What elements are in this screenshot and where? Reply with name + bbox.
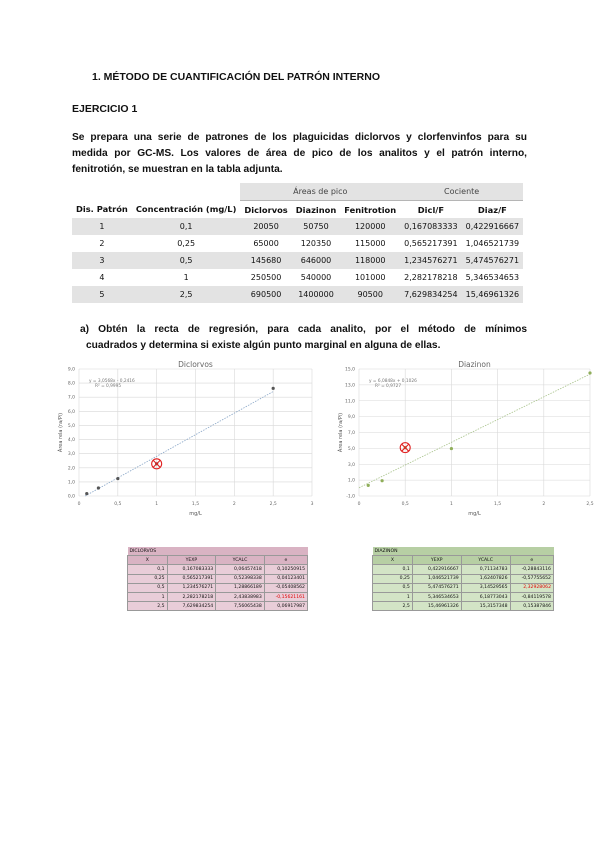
- data-point: [97, 486, 100, 489]
- x-tick-label: 0,5: [401, 502, 409, 507]
- table-cell: 0,422916667: [465, 222, 520, 231]
- y-tick-label: 0,0: [67, 494, 75, 500]
- residual-cell: -0,84119578: [510, 592, 553, 601]
- table-cell: 115000: [354, 239, 386, 248]
- trendline: [85, 392, 273, 496]
- residual-row: [128, 592, 308, 601]
- x-tick-label: 0: [357, 502, 361, 507]
- data-table: [72, 183, 523, 303]
- y-tick-label: 8,0: [67, 381, 75, 387]
- y-tick-label: 7,0: [67, 395, 75, 401]
- table-cell: 646000: [300, 256, 332, 265]
- y-tick-label: 1,0: [347, 478, 355, 484]
- data-point: [450, 447, 453, 450]
- trendline: [359, 374, 590, 488]
- question-a-line-2: cuadrados y determina si existe algún punto marginal en alguna de ellas.: [86, 340, 441, 351]
- table-cell: 145680: [250, 256, 282, 265]
- table-cell: 1: [183, 273, 189, 282]
- table-cell: 0,167083333: [404, 222, 458, 231]
- intro-line-3: fenitrotión, se muestran en la tabla adjunta.: [72, 164, 283, 175]
- residual-row: [128, 583, 308, 592]
- y-tick-label: 6,0: [67, 409, 75, 415]
- table-cell: 4: [99, 273, 105, 282]
- diazinon-residual-table: [372, 547, 554, 611]
- x-tick-label: 1,5: [494, 502, 502, 507]
- residual-cell: 0,52398338: [216, 574, 265, 583]
- intro-line-1: Se prepara una serie de patrones de los plaguicidas diclorvos y clorfenvinfos para su: [72, 132, 527, 143]
- table-cell: 1,046521739: [465, 239, 520, 248]
- table-row: [72, 286, 523, 303]
- y-tick-label: 1,0: [67, 480, 75, 486]
- y-tick-label: -1,0: [346, 494, 355, 500]
- x-tick-label: 1: [155, 502, 159, 507]
- table-cell: 5,474576271: [465, 256, 520, 265]
- table-cell: 540000: [300, 273, 332, 282]
- residual-cell: -0,28843116: [510, 565, 553, 574]
- residual-cell: 0,5: [128, 583, 168, 592]
- y-axis-label: Área rela (ra/Pi): [58, 412, 64, 453]
- table-row: [72, 218, 523, 235]
- table-row: [72, 235, 523, 252]
- y-axis-label: Área rela (ra/Pi): [338, 412, 344, 453]
- r2-label: R² = 0,9727: [375, 384, 402, 389]
- data-point: [272, 387, 275, 390]
- residual-cell: 1: [128, 592, 168, 601]
- table-cell: 1: [99, 222, 105, 231]
- x-axis-label: mg/L: [189, 511, 202, 517]
- x-tick-label: 1: [449, 502, 453, 507]
- x-tick-label: 0,5: [114, 502, 122, 507]
- x-tick-label: 1,5: [191, 502, 200, 507]
- residual-row: [373, 592, 554, 601]
- table-cell: 250500: [250, 273, 282, 282]
- residual-cell: 1,28866189: [216, 583, 265, 592]
- table-cell: 1,234576271: [404, 256, 458, 265]
- residual-cell: 0,25: [128, 574, 168, 583]
- residual-cell: 0,15387846: [510, 602, 553, 611]
- residual-header: YCALC: [461, 556, 510, 565]
- x-tick-label: 2: [232, 502, 236, 507]
- y-tick-label: 9,0: [347, 415, 355, 421]
- group-header-ratio: Cociente: [400, 183, 523, 201]
- y-tick-label: 5,0: [347, 446, 355, 452]
- intro-line-2: medida por GC-MS. Los valores de área de pico de los analitos y el patrón interno,: [72, 148, 527, 159]
- table-cell: 5: [99, 290, 105, 299]
- equation-label: y = 3,0568x - 0,2416: [89, 379, 135, 384]
- residual-cell: 0,06917987: [264, 602, 307, 611]
- header-dicl-f: Dicl/F: [417, 204, 444, 215]
- residual-cell: 2,32928062: [510, 583, 553, 592]
- residual-cell: 2,5: [128, 602, 168, 611]
- residual-cell: 0,25: [373, 574, 413, 583]
- table-row: [72, 269, 523, 286]
- table-cell: 0,5: [179, 256, 193, 265]
- residual-cell: 0,04123401: [264, 574, 307, 583]
- x-tick-label: 0: [77, 502, 81, 507]
- diclorvos-chart: [55, 355, 320, 520]
- residual-cell: 15,3157348: [461, 602, 510, 611]
- y-tick-label: 7,0: [347, 431, 355, 436]
- residual-header: YCALC: [216, 556, 265, 565]
- residual-header: e: [264, 556, 307, 565]
- residual-cell: 7,629834254: [167, 602, 216, 611]
- residual-cell: 1,62407826: [461, 574, 510, 583]
- data-point: [85, 492, 88, 495]
- residual-cell: -0,57755652: [510, 574, 553, 583]
- diclorvos-residual-table: [127, 547, 308, 611]
- table-cell: 50750: [303, 222, 329, 231]
- header-dis-patron: Dis. Patrón: [76, 204, 128, 215]
- table-cell: 20050: [253, 222, 279, 231]
- chart-title: Diclorvos: [178, 360, 213, 369]
- residual-cell: 0,422916667: [412, 565, 461, 574]
- data-point: [381, 479, 384, 482]
- data-point: [367, 484, 370, 487]
- residual-cell: 2,282178218: [167, 592, 216, 601]
- table-cell: 101000: [354, 273, 386, 282]
- residual-row: [373, 583, 554, 592]
- header-diclorvos: Diclorvos: [244, 204, 288, 215]
- table-cell: 0,1: [179, 222, 193, 231]
- y-tick-label: 13,0: [344, 383, 355, 389]
- data-point: [116, 477, 119, 480]
- equation-label: y = 6,0848x + 0,1026: [369, 379, 417, 384]
- table-cell: 3: [99, 256, 105, 265]
- header-concentracion: Concentración (mg/L): [135, 204, 237, 215]
- table-cell: 120000: [354, 222, 386, 231]
- residual-table-title: DICLORVOS: [128, 547, 308, 556]
- residual-row: [373, 602, 554, 611]
- residual-cell: 0,71134783: [461, 565, 510, 574]
- residual-cell: 0,5: [373, 583, 413, 592]
- residual-cell: 0,1: [128, 565, 168, 574]
- r2-label: R² = 0,9995: [95, 384, 122, 389]
- group-header-areas: Áreas de pico: [240, 183, 400, 201]
- residual-cell: 6,18773043: [461, 592, 510, 601]
- table-cell: 690500: [250, 290, 282, 299]
- residual-cell: 1,234576271: [167, 583, 216, 592]
- residual-header: e: [510, 556, 553, 565]
- residual-header: YEXP: [167, 556, 216, 565]
- residual-header: X: [128, 556, 168, 565]
- residual-row: [128, 574, 308, 583]
- chart-title: Diazinon: [458, 360, 491, 369]
- data-point: [588, 371, 591, 374]
- y-tick-label: 4,0: [67, 438, 75, 444]
- table-cell: 7,629834254: [404, 290, 458, 299]
- exercise-title: EJERCICIO 1: [72, 103, 138, 115]
- residual-row: [373, 565, 554, 574]
- residual-row: [128, 602, 308, 611]
- residual-cell: 0,167083333: [167, 565, 216, 574]
- table-cell: 120350: [300, 239, 332, 248]
- residual-cell: 0,565217391: [167, 574, 216, 583]
- residual-cell: 5,346534653: [412, 592, 461, 601]
- table-cell: 2: [99, 239, 105, 248]
- residual-table-title: DIAZINON: [373, 547, 554, 556]
- x-tick-label: 3: [310, 502, 314, 507]
- table-cell: 15,46961326: [465, 290, 520, 299]
- header-diazinon: Diazinon: [295, 204, 337, 215]
- y-tick-label: 5,0: [67, 423, 75, 429]
- table-cell: 2,282178218: [404, 273, 458, 282]
- x-tick-label: 2,5: [269, 502, 277, 507]
- residual-cell: 15,46961326: [412, 602, 461, 611]
- table-cell: 118000: [354, 256, 386, 265]
- residual-cell: 1: [373, 592, 413, 601]
- residual-cell: 0,1: [373, 565, 413, 574]
- header-fenitrotion: Fenitrotion: [344, 204, 397, 215]
- table-cell: 90500: [357, 290, 383, 299]
- table-row: [72, 252, 523, 269]
- x-tick-label: 2: [542, 502, 546, 507]
- table-cell: 2,5: [179, 290, 193, 299]
- table-cell: 65000: [253, 239, 279, 248]
- intro-paragraph: [72, 130, 527, 178]
- x-axis-label: mg/L: [468, 511, 481, 517]
- table-cell: 5,346534653: [465, 273, 520, 282]
- header-diaz-f: Diaz/F: [477, 204, 507, 215]
- section-title: 1. MÉTODO DE CUANTIFICACIÓN DEL PATRÓN INTERNO: [92, 71, 380, 83]
- residual-cell: -0,15621161: [264, 592, 307, 601]
- residual-row: [128, 565, 308, 574]
- residual-cell: 5,474576271: [412, 583, 461, 592]
- residual-cell: 1,046521739: [412, 574, 461, 583]
- x-tick-label: 2,5: [586, 502, 594, 507]
- y-tick-label: 15,0: [344, 367, 355, 373]
- residual-row: [373, 574, 554, 583]
- y-tick-label: 3,0: [347, 462, 355, 468]
- residual-cell: -0,05408562: [264, 583, 307, 592]
- data-table-body: [72, 218, 523, 303]
- residual-cell: 0,10250915: [264, 565, 307, 574]
- residual-cell: 2,5: [373, 602, 413, 611]
- y-tick-label: 2,0: [67, 466, 75, 472]
- residual-header: X: [373, 556, 413, 565]
- y-tick-label: 11,0: [344, 399, 355, 405]
- residual-cell: 2,43838983: [216, 592, 265, 601]
- diazinon-chart: [332, 355, 600, 520]
- table-cell: 0,25: [177, 239, 196, 248]
- y-tick-label: 9,0: [67, 367, 75, 373]
- table-cell: 0,565217391: [404, 239, 458, 248]
- y-tick-label: 3,0: [67, 452, 75, 458]
- residual-cell: 0,06457418: [216, 565, 265, 574]
- table-cell: 1400000: [298, 290, 334, 299]
- residual-cell: 3,14529565: [461, 583, 510, 592]
- question-a-line-1: a) Obtén la recta de regresión, para cada analito, por el método de mínimos: [80, 324, 527, 335]
- residual-header: YEXP: [412, 556, 461, 565]
- residual-cell: 7,56065438: [216, 602, 265, 611]
- question-a: [80, 322, 527, 354]
